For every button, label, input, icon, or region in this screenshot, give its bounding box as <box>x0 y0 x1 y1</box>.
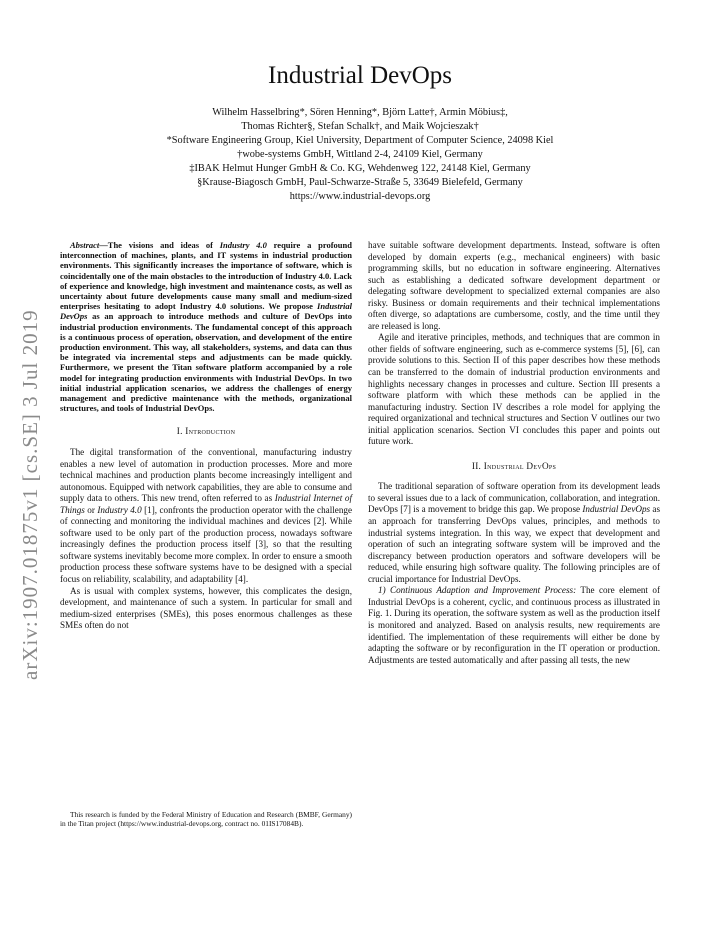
affiliation-4: §Krause-Biagosch GmbH, Paul-Schwarze-Straße 5, 33649 Bielefeld, Germany <box>197 177 523 188</box>
abstract-em-a: Industry 4.0 <box>219 240 267 250</box>
abstract-em-b: Industrial DevOps <box>60 301 352 322</box>
abstract-text-a: —The visions and ideas of <box>99 240 220 250</box>
section-title: Introduction <box>185 426 236 437</box>
abstract <box>60 240 352 413</box>
right-paragraph-2: Agile and iterative principles, methods, and techniques that are common in other fields of software engineering, such as e-commerce systems [5], [6], can provide solutions to this. Section II of this paper describes how these methods can be transferred to the domain of industrial production environments and highlights necessary changes in processes and culture. Section III presents a software platform with which these methods can be applied in the manufacturing industry. Section IV describes a role model for applying the required organizational and technical structures and Section V outlines our two initial application scenarios. Section VI concludes this paper and points out future work. <box>368 332 660 447</box>
project-url: https://www.industrial-devops.org <box>289 191 431 202</box>
intro-p1-c: [1], confronts the production operator with the challenge of connecting and monitoring the individual machines and devices [2]. While software used to be only part of the production process, nowadays software increasingly defines the production process itself [3], so that the resulting software systems inevitably become more complex. In order to ensure a smooth production process these software systems have to be designed with a special focus on reliability, scalability, and adaptability [4]. <box>60 504 353 585</box>
right-column <box>368 240 660 666</box>
devops-paragraph-2 <box>368 585 660 666</box>
intro-p1-em1: Industrial Internet of Things <box>60 493 352 515</box>
intro-p1-em2: Industry 4.0 <box>97 504 142 515</box>
intro-paragraph-1 <box>60 447 352 586</box>
devops-p1-b: as an approach for transferring DevOps values, principles, and methods to industrial systems integration. In this way, we expect that development and operation of such an integrating software system will be improved and the discrepancy between production operators and software developers will be reduced, while ensuring high software quality. The following principles are of crucial importance for Industrial DevOps. <box>368 504 661 584</box>
arxiv-stamp: arXiv:1907.01875v1 [cs.SE] 3 Jul 2019 <box>18 309 42 680</box>
abstract-text-c: as an approach to introduce methods and culture of DevOps into industrial production environments. The fundamental concept of this approach is a continuous process of operation, observation, and development of the entire production environment. This way, all stakeholders, systems, and data can thus be integrated via incremental steps and adjustments can be made quickly. Furthermore, we present the Titan software platform accompanied by a role model for integrating production environments with Industrial DevOps. In two initial industrial application scenarios, we address the challenges of energy management and predictive maintenance with the methods, organizational structures, and tools of Industrial DevOps. <box>60 311 352 414</box>
left-column <box>60 240 352 632</box>
devops-p1-em: Industrial DevOps <box>582 504 651 515</box>
paper-title: Industrial DevOps <box>268 62 452 89</box>
section-number: II. <box>471 460 482 471</box>
section-title: Industrial DevOps <box>483 460 557 471</box>
devops-p1-a: The traditional separation of software operation from its development leads to several issues due to a lack of communication, collaboration, and integration. DevOps [7] is a movement to bridge this gap. We propose <box>368 481 660 515</box>
intro-p1-b: or <box>84 504 98 515</box>
section-heading-industrial-devops <box>368 461 660 473</box>
funding-footnote: This research is funded by the Federal Ministry of Education and Research (BMBF, Germany) in the Titan project (https://www.industrial-devops.org, contract no. 01IS17084B). <box>60 810 352 828</box>
right-paragraph-1: have suitable software development departments. Instead, software is often developed by domain experts (e.g., mechanical engineers) with basic programming skills, but no education in software engineering. Alternatives such as establishing a dedicated software development department or delegating software development to specialized external companies are also risky. Business or domain requirements and their technical implementations often diverge, so adaptations are cumbersome, costly, and the time until they are released is long. <box>368 240 660 331</box>
author-block <box>100 106 620 204</box>
authors-line-1: Wilhelm Hasselbring*, Sören Henning*, Björn Latte†, Armin Möbius‡, <box>212 107 508 118</box>
devops-p2-text: The core element of Industrial DevOps is a coherent, cyclic, and continuous process as illustrated in Fig. 1. During its operation, the software system as well as the production itself is monitored and analyzed. Based on analysis results, new requirements are identified. The implementation of these requirements will either be done by adapting the software or by reconfiguration in the IT operation or production. Adjustments are tested automatically and after passing all tests, the new <box>368 585 660 665</box>
intro-p1-a: The digital transformation of the conventional, manufacturing industry enables a new level of automation in production processes. More and more technical machines and production plants become increasingly intelligent and autonomous. Equipped with network capabilities, they are able to consume and supply data to others. This new trend, often referred to as <box>60 447 352 504</box>
authors-line-2: Thomas Richter§, Stefan Schalk†, and Maik Wojcieszak† <box>241 121 479 132</box>
abstract-text-b: require a profound interconnection of machines, plants, and IT systems in industrial production environments. This significantly increases the importance of software, which is coincidentally one of the main obstacles to the introduction of Industry 4.0. Lack of experience and knowledge, high investment and maintenance costs, as well as uncertainty about future developments cause many small and medium-sized enterprises hesitating to adopt Industry 4.0 solutions. We propose <box>60 240 352 312</box>
intro-paragraph-2: As is usual with complex systems, however, this complicates the design, development, and maintenance of such a system. In particular for small and medium-sized enterprises (SMEs), this poses enormous challenges as these SMEs often do not <box>60 585 352 631</box>
devops-paragraph-1 <box>368 481 660 585</box>
section-number: I. <box>176 426 183 437</box>
affiliation-1: *Software Engineering Group, Kiel University, Department of Computer Science, 24098 Kiel <box>166 135 554 146</box>
subsection-heading: 1) Continuous Adaption and Improvement Process: <box>378 585 577 596</box>
affiliation-3: ‡IBAK Helmut Hunger GmbH & Co. KG, Wehdenweg 122, 24148 Kiel, Germany <box>189 163 531 174</box>
affiliation-2: †wobe-systems GmbH, Wittland 2-4, 24109 Kiel, Germany <box>237 149 483 160</box>
abstract-lead: Abstract <box>70 240 100 250</box>
section-heading-introduction <box>60 426 352 438</box>
